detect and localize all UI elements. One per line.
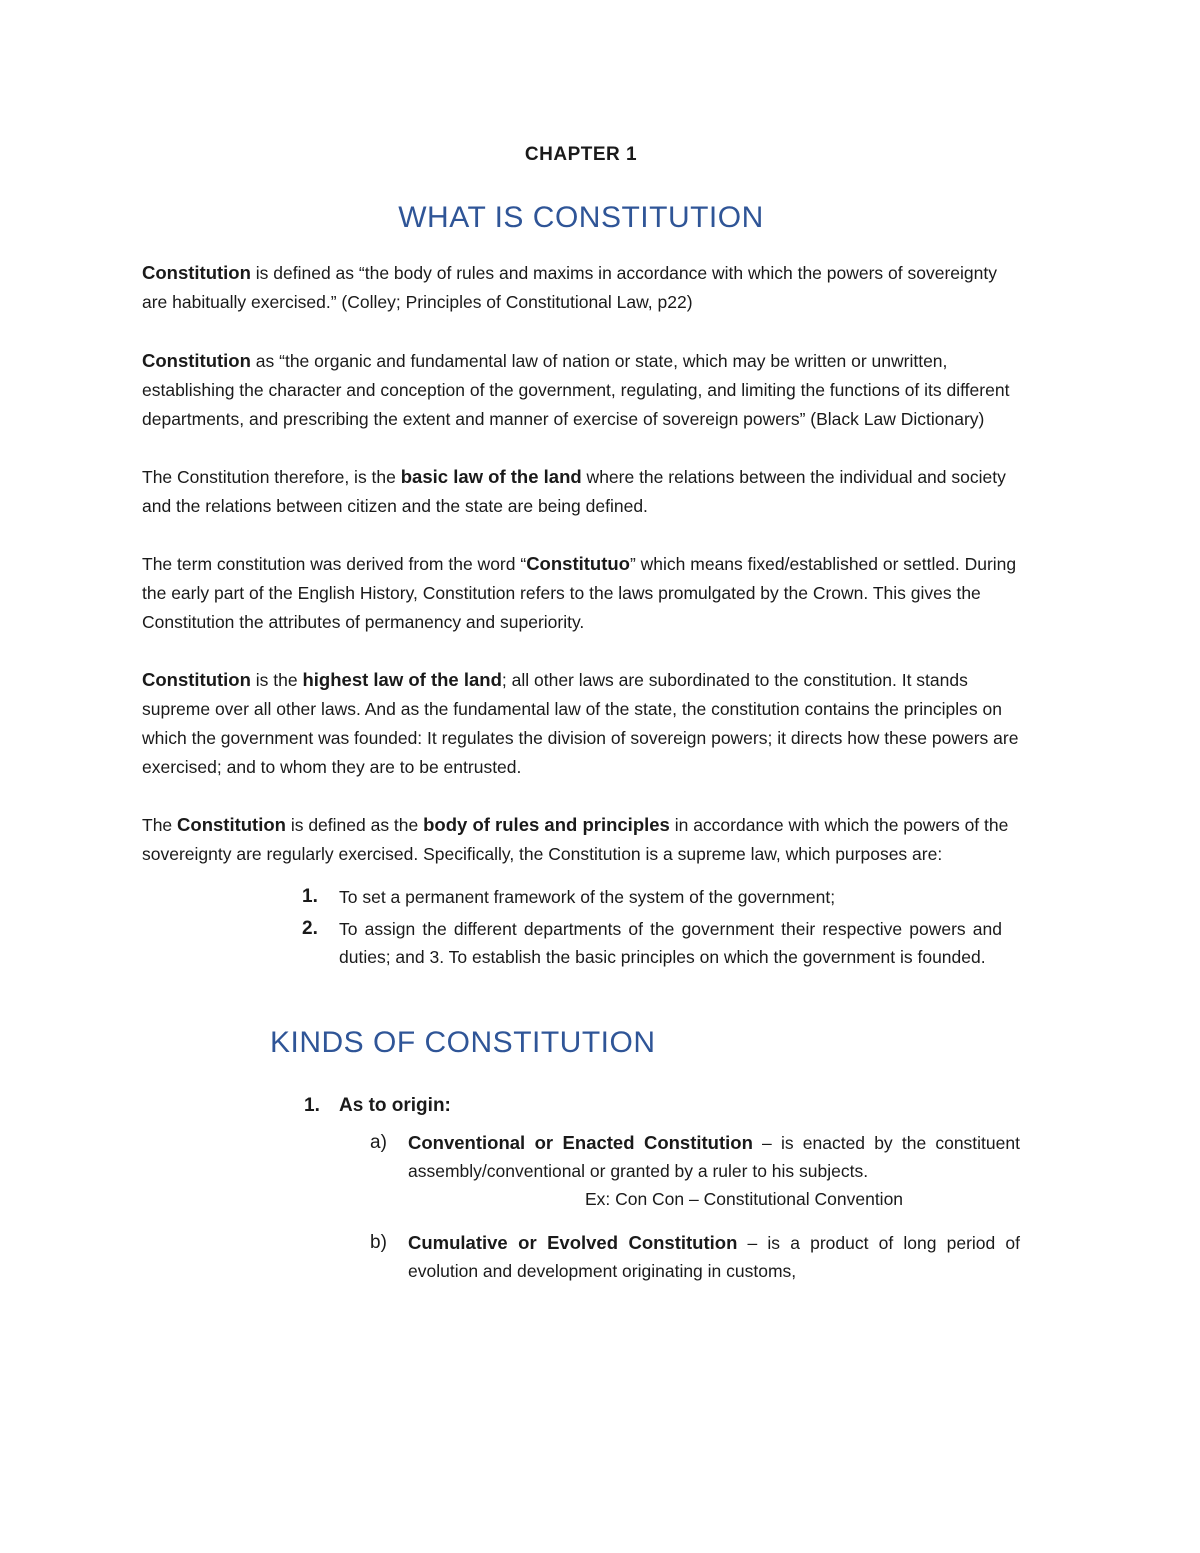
document-page — [142, 140, 1020, 1285]
list-item — [370, 1229, 1020, 1285]
paragraph-text: in accordance with which the powers of the sovereignty are regularly exercised. Specifically, the Constitution is a supreme law, which purposes are: — [142, 815, 1009, 864]
list-item-text: – is enacted by the constituent assembly/conventional or granted by a ruler to his subjects. — [408, 1133, 1020, 1181]
paragraph-text: The — [142, 815, 178, 835]
bold-term: basic law of the land — [400, 466, 582, 487]
list-item — [302, 883, 1002, 911]
bold-term: Constitution — [142, 350, 251, 371]
bold-term: Constitutuo — [526, 553, 630, 574]
list-item — [370, 1129, 1020, 1213]
page-title: WHAT IS CONSTITUTION — [398, 201, 764, 234]
paragraph-text: ; all other laws are subordinated to the constitution. It stands supreme over all other laws. And as the fundamental law of the state, the constitution contains the principles on which the government was founded: It regulates the division of sovereign powers; it directs how these powers are exercised; and to whom they are to be entrusted. — [142, 670, 1019, 777]
paragraph-text: is defined as “the body of rules and maxims in accordance with which the powers of sovereignty are habitually exercised.” (Colley; Principles of Constitutional Law, p22) — [142, 263, 997, 312]
bold-term: Cumulative or Evolved Constitution — [408, 1232, 738, 1253]
paragraph-text: The Constitution therefore, is the — [142, 467, 401, 487]
paragraph-text: is defined as the — [285, 815, 424, 835]
paragraph-highest-law — [142, 665, 1020, 782]
chapter-heading: CHAPTER 1 — [524, 144, 638, 165]
paragraph-text: ” which means fixed/established or settled. During the early part of the English History, Constitution refers to the laws promulgated by the Crown. This gives the Constitution the attributes of permanency and superiority. — [142, 554, 1017, 632]
list-number: 1. — [302, 886, 318, 907]
bold-term: Constitution — [177, 814, 286, 835]
bold-term: Conventional or Enacted Constitution — [408, 1132, 753, 1153]
paragraph-text: is the — [250, 670, 303, 690]
paragraph-definition-2 — [142, 346, 1020, 434]
origin-sublist — [370, 1129, 1020, 1285]
bold-term: Constitution — [142, 262, 251, 283]
paragraph-text: The term constitution was derived from the word “ — [142, 554, 527, 574]
list-letter: b) — [370, 1232, 387, 1253]
list-number: 1. — [304, 1095, 320, 1116]
section-title-kinds: KINDS OF CONSTITUTION — [270, 1026, 656, 1059]
paragraph-body-of-rules — [142, 810, 1020, 869]
bold-term: Constitution — [142, 669, 251, 690]
list-letter: a) — [370, 1132, 387, 1153]
origin-label: As to origin: — [339, 1095, 451, 1116]
origin-heading — [304, 1091, 1020, 1121]
paragraph-basic-law — [142, 462, 1020, 521]
paragraph-text: as “the organic and fundamental law of nation or state, which may be written or unwritten, establishing the character and conception of the government, regulating, and limiting the functions of its different departments, and prescribing the extent and manner of exercise of sovereign powers” (Black Law Dictionary) — [142, 351, 1010, 429]
paragraph-definition-1 — [142, 258, 1020, 317]
list-item — [302, 915, 1002, 971]
bold-term: body of rules and principles — [423, 814, 670, 835]
bold-term: highest law of the land — [302, 669, 502, 690]
list-number: 2. — [302, 918, 318, 939]
list-item-text: – is a product of long period of evolution and development originating in customs, — [408, 1233, 1020, 1281]
paragraph-text: where the relations between the individual and society and the relations between citizen and the state are being defined. — [142, 467, 1006, 516]
paragraph-etymology — [142, 549, 1020, 637]
list-item-text: To assign the different departments of the government their respective powers and duties; and 3. To establish the basic principles on which the government is founded. — [339, 919, 1002, 967]
list-item-text: To set a permanent framework of the system of the government; — [339, 887, 836, 907]
example-text: Ex: Con Con – Constitutional Convention — [584, 1189, 904, 1209]
purposes-list — [302, 883, 1002, 971]
